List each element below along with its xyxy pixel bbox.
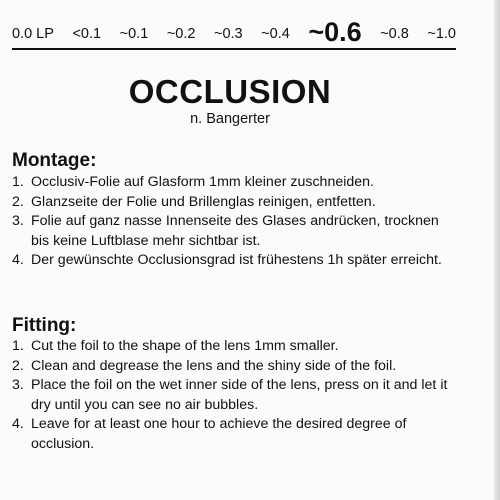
step-text: Folie auf ganz nasse Innenseite des Glases andrücken, trocknen bis keine Luftblase mehr sichtbar ist. (31, 213, 439, 249)
step-number: 2. (12, 193, 24, 210)
fitting-heading: Fitting: (12, 315, 77, 336)
montage-heading: Montage: (12, 150, 97, 171)
card-edge (494, 0, 500, 500)
scale-value: ~0.1 (119, 26, 149, 42)
step-number: 3. (12, 377, 24, 393)
page-subtitle: n. Bangerter (190, 111, 270, 127)
scale-value: ~1.0 (427, 26, 456, 42)
occlusion-scale (12, 18, 456, 50)
page-title: OCCLUSION (128, 73, 332, 110)
step-text: Cut the foil to the shape of the lens 1mm smaller. (31, 338, 339, 354)
step-text: Clean and degrease the lens and the shiny side of the foil. (31, 357, 397, 374)
step-text: Leave for at least one hour to achieve the desired degree of occlusion. (31, 416, 407, 452)
fitting-steps (12, 337, 460, 454)
scale-value-lp: 0.0 LP (12, 26, 54, 42)
scale-value: ~0.3 (213, 26, 243, 42)
list-item (12, 337, 460, 357)
montage-steps (12, 173, 460, 271)
list-item (12, 173, 460, 193)
step-number: 4. (12, 252, 24, 268)
step-number: 1. (12, 338, 24, 354)
step-number: 2. (12, 357, 24, 374)
list-item (12, 357, 460, 377)
list-item (12, 376, 460, 415)
scale-value: ~0.4 (261, 26, 290, 42)
list-item (12, 193, 460, 213)
list-item (12, 212, 460, 251)
scale-value: <0.1 (72, 26, 102, 42)
step-number: 1. (12, 174, 24, 190)
step-text: Der gewünschte Occlusionsgrad ist frühestens 1h später erreicht. (31, 252, 442, 268)
step-number: 3. (12, 213, 24, 229)
scale-value: ~0.8 (380, 26, 409, 42)
list-item (12, 251, 460, 271)
scale-value-selected: ~0.6 (308, 17, 362, 47)
step-text: Glanzseite der Folie und Brillenglas reinigen, entfetten. (31, 193, 376, 210)
step-number: 4. (12, 416, 24, 432)
step-text: Occlusiv-Folie auf Glasform 1mm kleiner zuschneiden. (31, 174, 374, 190)
scale-value: ~0.2 (166, 26, 196, 42)
list-item (12, 415, 460, 454)
step-text: Place the foil on the wet inner side of the lens, press on it and let it dry until you can see no air bubbles. (31, 377, 448, 413)
